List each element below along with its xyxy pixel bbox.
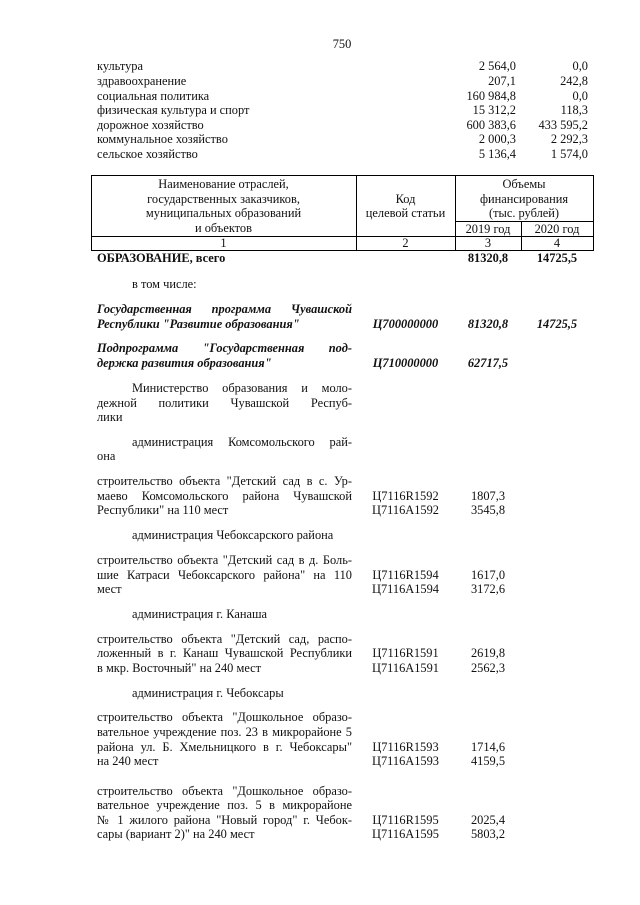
- table-header-year-2019: 2019 год: [465, 222, 511, 236]
- construction-object-line: Республики" на 110 мест: [97, 503, 229, 517]
- funding-2019: 62717,5: [467, 356, 509, 370]
- table-border-top: [91, 175, 594, 176]
- funding-2019: 2025,4: [470, 813, 506, 827]
- administration-label-line: администрация г. Канаша: [132, 607, 268, 621]
- target-code: Ц700000000: [372, 317, 439, 331]
- target-code: Ц7116R1594: [372, 568, 439, 582]
- construction-object-line: строительство объекта "Детский сад в д. Боль-: [97, 553, 352, 567]
- summary-item-name: дорожное хозяйство: [97, 118, 204, 132]
- funding-2019: 1807,3: [470, 489, 506, 503]
- table-column-number: 3: [484, 236, 492, 250]
- summary-item-value-2: 118,3: [560, 103, 588, 117]
- summary-item-name: здравоохранение: [97, 74, 187, 88]
- administration-label-line: администрация Чебоксарского района: [132, 528, 334, 542]
- summary-item-value-2: 0,0: [572, 89, 588, 103]
- funding-2020: 14725,5: [536, 251, 578, 265]
- construction-object-line: района ул. Б. Хмельницкого в г. Чебоксары": [97, 740, 352, 754]
- table-header-funding-line: (тыс. рублей): [488, 206, 560, 220]
- table-column-number: 1: [220, 236, 227, 250]
- summary-item-value-1: 2 000,3: [478, 132, 516, 146]
- target-code: Ц7116А1593: [372, 754, 439, 768]
- summary-item-name: социальная политика: [97, 89, 210, 103]
- construction-object-line: шие Катраси Чебоксарского района" на 110: [97, 568, 352, 582]
- state-program-title-line: Республики "Развитие образования": [97, 317, 300, 331]
- target-code: Ц7116R1592: [372, 489, 439, 503]
- target-code: Ц7116R1593: [372, 740, 439, 754]
- summary-item-name: культура: [97, 59, 143, 73]
- funding-2019: 5803,2: [470, 827, 506, 841]
- summary-item-value-2: 2 292,3: [550, 132, 588, 146]
- summary-item-name: коммунальное хозяйство: [97, 132, 228, 146]
- target-code: Ц7116А1591: [372, 661, 439, 675]
- table-header-funding-line: Объемы: [502, 177, 546, 191]
- page-number: 750: [332, 37, 352, 51]
- construction-object-line: в мкр. Восточный" на 240 мест: [97, 661, 262, 675]
- ministry-label-line: дежной политики Чувашской Респуб-: [97, 396, 352, 410]
- construction-object-line: на 240 мест: [97, 754, 159, 768]
- summary-item-value-2: 242,8: [560, 74, 588, 88]
- target-code: Ц7116R1595: [372, 813, 439, 827]
- construction-object-line: сары (вариант 2)" на 240 мест: [97, 827, 255, 841]
- table-header-code-line: целевой статьи: [365, 206, 446, 220]
- table-header-funding-line: финансирования: [479, 192, 569, 206]
- funding-2019: 1617,0: [470, 568, 506, 582]
- summary-item-value-2: 1 574,0: [550, 147, 588, 161]
- table-header-code-line: Код: [395, 192, 416, 206]
- construction-object-line: мест: [97, 582, 122, 596]
- funding-2019: 3172,6: [470, 582, 506, 596]
- construction-object-line: вательное учреждение поз. 5 в микрорайоне: [97, 798, 352, 812]
- table-header-name-line: и объектов: [195, 221, 252, 235]
- ministry-label-line: лики: [97, 410, 123, 424]
- administration-label-line: администрация г. Чебоксары: [132, 686, 284, 700]
- table-header-name-line: Наименование отраслей,: [158, 177, 289, 191]
- construction-object-line: строительство объекта "Дошкольное образо-: [97, 784, 352, 798]
- summary-item-name: физическая культура и спорт: [97, 103, 250, 117]
- summary-item-value-1: 600 383,6: [466, 118, 516, 132]
- target-code: Ц7116А1592: [372, 503, 439, 517]
- construction-object-line: маево Комсомольского района Чувашской: [97, 489, 352, 503]
- funding-2019: 4159,5: [470, 754, 506, 768]
- summary-item-value-1: 160 984,8: [466, 89, 516, 103]
- construction-object-line: вательное учреждение поз. 23 в микрорайоне 5: [97, 725, 352, 739]
- target-code: Ц710000000: [372, 356, 439, 370]
- subprogram-title-line: держка развития образования": [97, 356, 272, 370]
- table-column-number: 2: [402, 236, 409, 250]
- construction-object-line: ложенный в г. Канаш Чувашской Республики: [97, 646, 352, 660]
- funding-2019: 81320,8: [467, 251, 509, 265]
- construction-object-line: строительство объекта "Детский сад, распо-: [97, 632, 352, 646]
- construction-object-line: строительство объекта "Дошкольное образо-: [97, 710, 352, 724]
- construction-object-line: строительство объекта "Детский сад в с. Ур-: [97, 474, 352, 488]
- administration-label-line: она: [97, 449, 116, 463]
- table-border-right: [593, 175, 594, 251]
- summary-item-value-1: 15 312,2: [472, 103, 516, 117]
- summary-item-value-2: 0,0: [572, 59, 588, 73]
- target-code: Ц7116А1595: [372, 827, 439, 841]
- target-code: Ц7116А1594: [372, 582, 439, 596]
- state-program-title-line: Государственная программа Чувашской: [97, 302, 352, 316]
- funding-2019: 81320,8: [467, 317, 509, 331]
- funding-2020: 14725,5: [536, 317, 578, 331]
- funding-2019: 3545,8: [470, 503, 506, 517]
- construction-object-line: № 1 жилого района "Новый город" г. Чебок-: [97, 813, 352, 827]
- summary-item-value-1: 5 136,4: [478, 147, 516, 161]
- funding-2019: 1714,6: [470, 740, 506, 754]
- administration-label-line: администрация Комсомольского рай-: [132, 435, 352, 449]
- target-code: Ц7116R1591: [372, 646, 439, 660]
- table-header-name-line: муниципальных образований: [145, 206, 302, 220]
- summary-item-value-1: 207,1: [488, 74, 516, 88]
- subprogram-title-line: Подпрограмма "Государственная под-: [97, 341, 352, 355]
- table-header-name-line: государственных заказчиков,: [147, 192, 300, 206]
- summary-item-name: сельское хозяйство: [97, 147, 198, 161]
- table-header-year-2020: 2020 год: [534, 222, 580, 236]
- funding-2019: 2562,3: [470, 661, 506, 675]
- summary-item-value-2: 433 595,2: [538, 118, 588, 132]
- table-column-number: 4: [553, 236, 561, 250]
- education-total-label: ОБРАЗОВАНИЕ, всего: [97, 251, 226, 265]
- summary-item-value-1: 2 564,0: [478, 59, 516, 73]
- including-label: в том числе:: [132, 277, 197, 291]
- funding-2019: 2619,8: [470, 646, 506, 660]
- ministry-label-line: Министерство образования и моло-: [132, 381, 352, 395]
